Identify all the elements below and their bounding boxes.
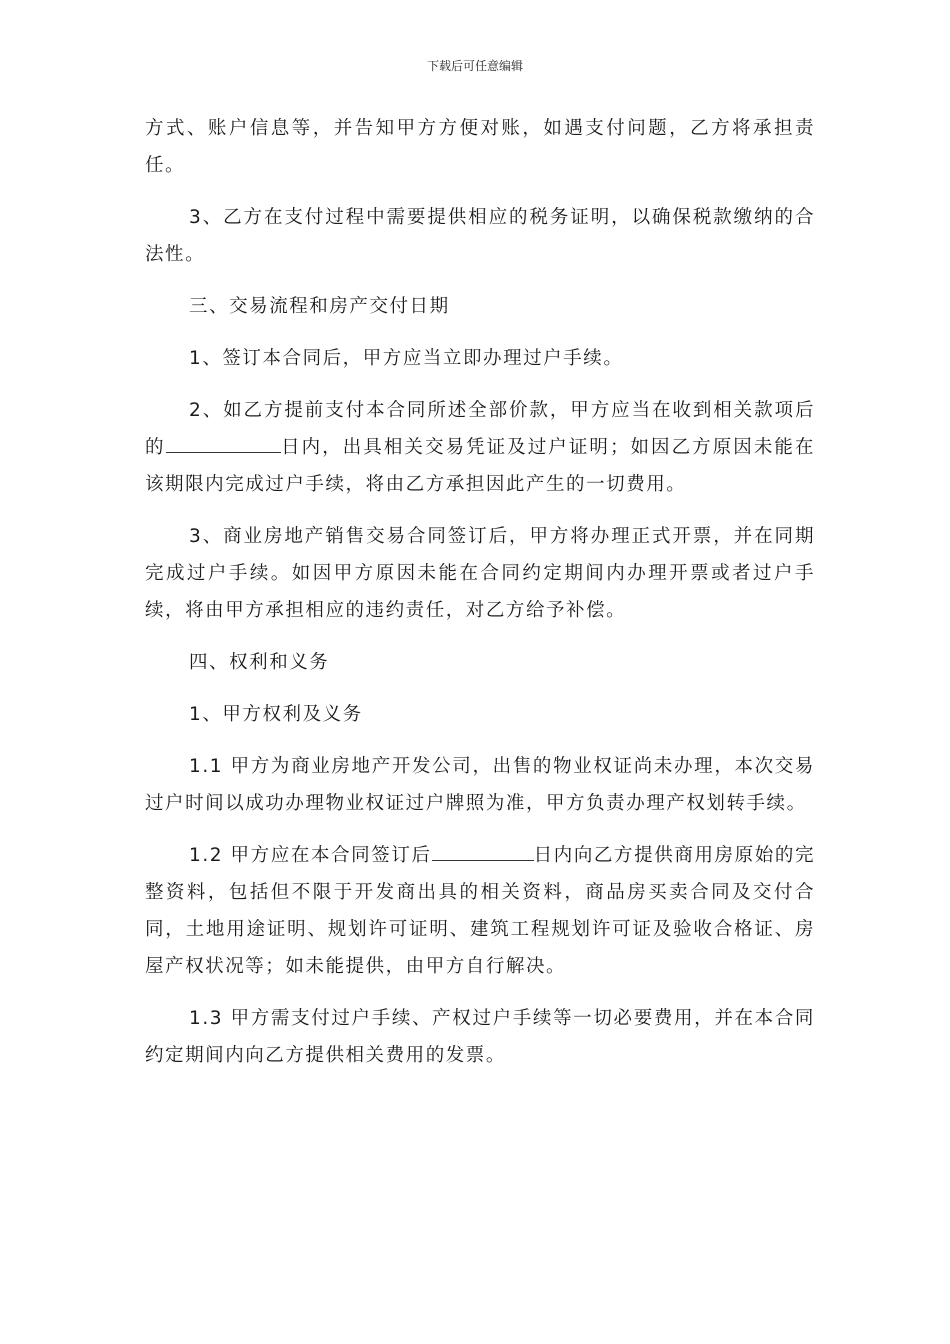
paragraph-early-payment-part2: 日内，出具相关交易凭证及过户证明；如因乙方原因未能在该期限内完成过户手续，将由乙方承担因此产生的一切费用。 bbox=[145, 437, 815, 495]
subheading-party-a: 1、甲方权利及义务 bbox=[189, 704, 363, 725]
paragraph-tax-certificate: 3、乙方在支付过程中需要提供相应的税务证明，以确保税款缴纳的合法性。 bbox=[145, 207, 815, 265]
clause-1-1: 1.1 甲方为商业房地产开发公司，出售的物业权证尚未办理，本次交易过户时间以成功办理物业权证过户牌照为准，甲方负责办理产权划转手续。 bbox=[145, 756, 815, 814]
clause-1-2-part2: 日内向乙方提供商用房原始的完整资料，包括但不限于开发商出具的相关资料，商品房买卖合同及交付合同，土地用途证明、规划许可证明、建筑工程规划许可证及验收合格证、房屋产权状况等；如未能提供，由甲方自行解决。 bbox=[145, 845, 815, 977]
paragraph-invoice: 3、商业房地产销售交易合同签订后，甲方将办理正式开票，并在同期完成过户手续。如因甲方原因未能在合同约定期间内办理开票或者过户手续，将由甲方承担相应的违约责任，对乙方给予补偿。 bbox=[145, 526, 815, 621]
blank-days-field bbox=[166, 430, 281, 453]
paragraph-early-payment-part1: 2、如乙方提前支付本合同所述全部价款，甲方应当在收到相关款项后的 bbox=[145, 400, 815, 458]
header-note: 下载后可任意编辑 bbox=[426, 59, 523, 73]
paragraph-transfer-immediately: 1、签订本合同后，甲方应当立即办理过户手续。 bbox=[189, 348, 624, 369]
section-heading-three: 三、交易流程和房产交付日期 bbox=[189, 296, 450, 317]
section-heading-four: 四、权利和义务 bbox=[189, 652, 330, 673]
clause-1-3: 1.3 甲方需支付过户手续、产权过户手续等一切必要费用，并在本合同约定期间内向乙方提供相关费用的发票。 bbox=[145, 1008, 815, 1066]
document-body bbox=[145, 110, 815, 1089]
blank-days-field-2 bbox=[432, 838, 534, 861]
paragraph-continuation: 方式、账户信息等，并告知甲方方便对账，如遇支付问题，乙方将承担责任。 bbox=[145, 118, 815, 176]
paragraph-early-payment bbox=[145, 392, 815, 503]
clause-1-2 bbox=[145, 837, 815, 985]
clause-1-2-part1: 1.2 甲方应在本合同签订后 bbox=[189, 845, 432, 866]
